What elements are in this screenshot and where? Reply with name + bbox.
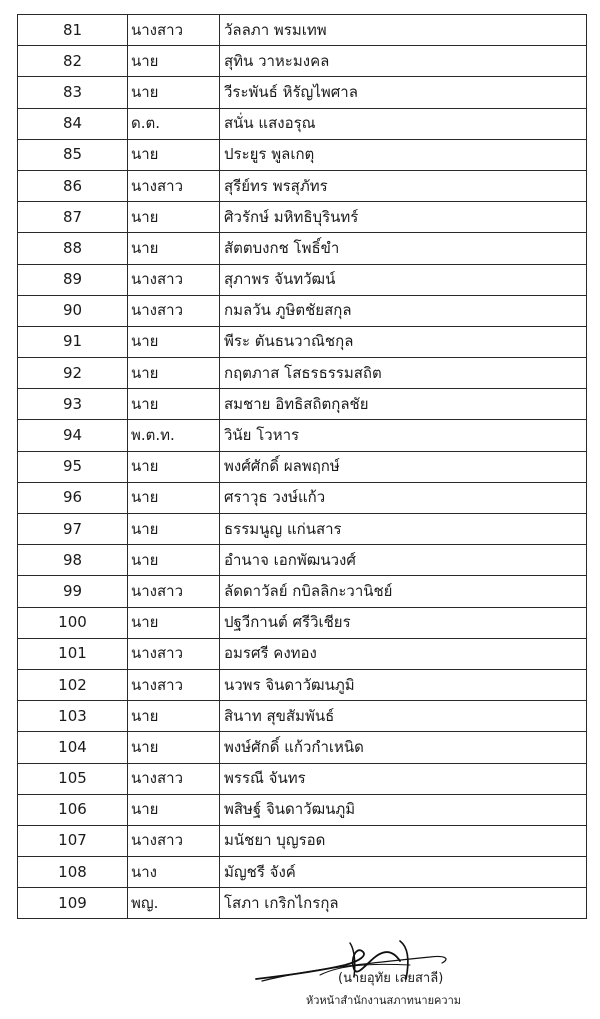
row-name: สมชาย อิทธิสถิตกุลชัย xyxy=(220,389,587,420)
row-title: นาย xyxy=(128,358,220,389)
signature-block xyxy=(250,935,480,1015)
row-title: นางสาว xyxy=(128,15,220,46)
row-number: 107 xyxy=(18,825,128,856)
row-title: ด.ต. xyxy=(128,108,220,139)
table-body xyxy=(18,15,587,919)
table-row xyxy=(18,202,587,233)
row-title: นาย xyxy=(128,77,220,108)
row-number: 101 xyxy=(18,638,128,669)
row-number: 106 xyxy=(18,794,128,825)
signatory-position: หัวหน้าสำนักงานสภาทนายความ xyxy=(306,994,462,1007)
table-row xyxy=(18,15,587,46)
table-row xyxy=(18,701,587,732)
row-title: นาย xyxy=(128,545,220,576)
row-number: 81 xyxy=(18,15,128,46)
row-number: 99 xyxy=(18,576,128,607)
row-number: 100 xyxy=(18,607,128,638)
row-title: นาย xyxy=(128,139,220,170)
row-title: นาย xyxy=(128,482,220,513)
row-number: 87 xyxy=(18,202,128,233)
row-title: นางสาว xyxy=(128,638,220,669)
row-name: วีระพันธ์ หิรัญไพศาล xyxy=(220,77,587,108)
table-row xyxy=(18,763,587,794)
row-name: พรรณี จันทร xyxy=(220,763,587,794)
row-title: นางสาว xyxy=(128,170,220,201)
table-row xyxy=(18,358,587,389)
row-number: 105 xyxy=(18,763,128,794)
row-name: สินาท สุขสัมพันธ์ xyxy=(220,701,587,732)
row-number: 102 xyxy=(18,669,128,700)
row-number: 94 xyxy=(18,420,128,451)
row-name: พงษ์ศักดิ์ แก้วกำเหนิด xyxy=(220,732,587,763)
row-number: 104 xyxy=(18,732,128,763)
row-title: นาย xyxy=(128,701,220,732)
row-number: 97 xyxy=(18,514,128,545)
row-title: นางสาว xyxy=(128,295,220,326)
row-number: 90 xyxy=(18,295,128,326)
row-title: นาย xyxy=(128,202,220,233)
row-title: นาง xyxy=(128,857,220,888)
row-number: 86 xyxy=(18,170,128,201)
row-title: นางสาว xyxy=(128,264,220,295)
row-name: สุรีย์ทร พรสุภัทร xyxy=(220,170,587,201)
row-title: นาย xyxy=(128,607,220,638)
table-row xyxy=(18,607,587,638)
table-row xyxy=(18,170,587,201)
table-row xyxy=(18,482,587,513)
row-number: 83 xyxy=(18,77,128,108)
table-row xyxy=(18,451,587,482)
table-row xyxy=(18,77,587,108)
row-name: พสิษฐ์ จินดาวัฒนภูมิ xyxy=(220,794,587,825)
row-name: ธรรมนูญ แก่นสาร xyxy=(220,514,587,545)
row-name: ศิวรักษ์ มหิทธิบุรินทร์ xyxy=(220,202,587,233)
row-title: นาย xyxy=(128,389,220,420)
table-row xyxy=(18,389,587,420)
row-name: นวพร จินดาวัฒนภูมิ xyxy=(220,669,587,700)
row-name: ประยูร พูลเกตุ xyxy=(220,139,587,170)
table-row xyxy=(18,888,587,919)
row-name: สนั่น แสงอรุณ xyxy=(220,108,587,139)
row-number: 96 xyxy=(18,482,128,513)
table-row xyxy=(18,46,587,77)
table-row xyxy=(18,264,587,295)
row-name: สุทิน วาหะมงคล xyxy=(220,46,587,77)
name-table xyxy=(17,14,587,919)
row-title: นางสาว xyxy=(128,576,220,607)
table-row xyxy=(18,825,587,856)
row-name: อมรศรี คงทอง xyxy=(220,638,587,669)
row-name: สุภาพร จันทวัฒน์ xyxy=(220,264,587,295)
signatory-name: (นายอุทัย เสยสาลี) xyxy=(338,971,444,986)
row-number: 88 xyxy=(18,233,128,264)
row-title: นาย xyxy=(128,514,220,545)
table-row xyxy=(18,545,587,576)
table-row xyxy=(18,638,587,669)
row-name: พงศ์ศักดิ์ ผลพฤกษ์ xyxy=(220,451,587,482)
row-number: 93 xyxy=(18,389,128,420)
row-number: 98 xyxy=(18,545,128,576)
row-number: 82 xyxy=(18,46,128,77)
table-row xyxy=(18,576,587,607)
row-title: นาย xyxy=(128,794,220,825)
table-row xyxy=(18,295,587,326)
row-number: 95 xyxy=(18,451,128,482)
row-name: ปฐวีกานต์ ศรีวิเชียร xyxy=(220,607,587,638)
row-number: 108 xyxy=(18,857,128,888)
table-row xyxy=(18,857,587,888)
row-number: 85 xyxy=(18,139,128,170)
row-title: นางสาว xyxy=(128,669,220,700)
table-row xyxy=(18,732,587,763)
row-name: โสภา เกริกไกรกุล xyxy=(220,888,587,919)
row-title: นาย xyxy=(128,326,220,357)
row-number: 91 xyxy=(18,326,128,357)
row-number: 92 xyxy=(18,358,128,389)
row-name: วัลลภา พรมเทพ xyxy=(220,15,587,46)
row-name: พีระ ตันธนวาณิชกุล xyxy=(220,326,587,357)
table-row xyxy=(18,326,587,357)
row-title: พญ. xyxy=(128,888,220,919)
row-name: สัตตบงกช โพธิ์ขำ xyxy=(220,233,587,264)
row-name: วินัย โวหาร xyxy=(220,420,587,451)
table-row xyxy=(18,420,587,451)
name-list xyxy=(17,14,586,919)
table-row xyxy=(18,233,587,264)
row-name: กมลวัน ภูษิตชัยสกุล xyxy=(220,295,587,326)
table-row xyxy=(18,669,587,700)
row-name: อำนาจ เอกพัฒนวงศ์ xyxy=(220,545,587,576)
row-title: นาย xyxy=(128,451,220,482)
row-number: 103 xyxy=(18,701,128,732)
row-name: มนัชยา บุญรอด xyxy=(220,825,587,856)
row-name: ลัดดาวัลย์ กบิลลิกะวานิชย์ xyxy=(220,576,587,607)
row-title: นางสาว xyxy=(128,763,220,794)
row-title: นาย xyxy=(128,732,220,763)
table-row xyxy=(18,108,587,139)
row-title: นาย xyxy=(128,233,220,264)
row-title: นาย xyxy=(128,46,220,77)
table-row xyxy=(18,514,587,545)
row-number: 89 xyxy=(18,264,128,295)
row-number: 84 xyxy=(18,108,128,139)
row-title: นางสาว xyxy=(128,825,220,856)
table-row xyxy=(18,139,587,170)
row-name: มัญชรี จังค์ xyxy=(220,857,587,888)
row-name: กฤตภาส โสธรธรรมสถิต xyxy=(220,358,587,389)
row-name: ศราวุธ วงษ์แก้ว xyxy=(220,482,587,513)
row-title: พ.ต.ท. xyxy=(128,420,220,451)
row-number: 109 xyxy=(18,888,128,919)
table-row xyxy=(18,794,587,825)
